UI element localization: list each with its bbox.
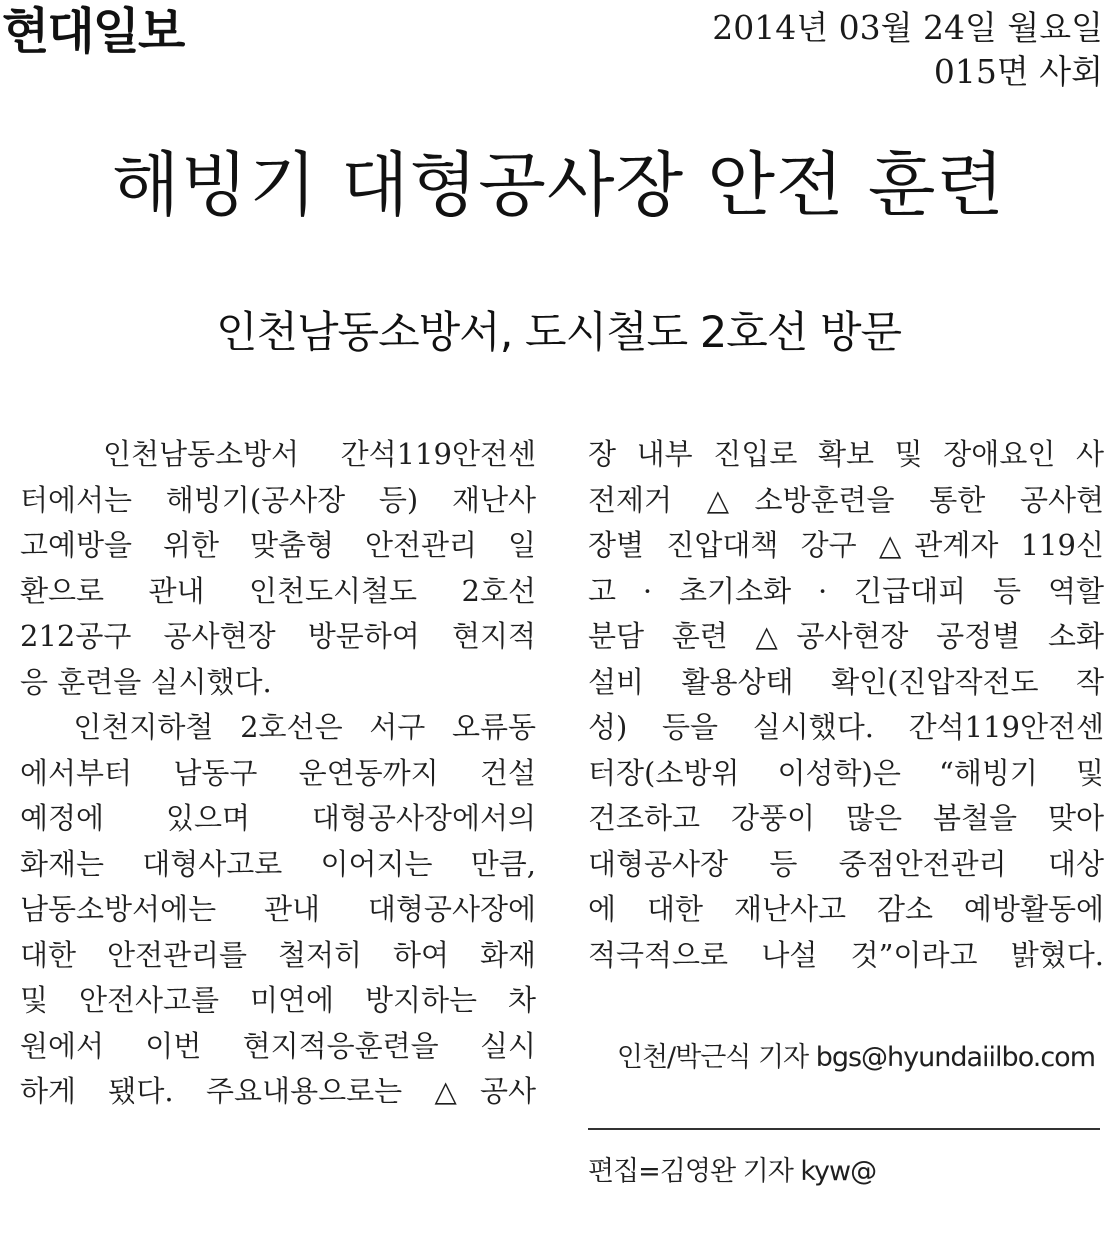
publication-date: 2014년 03월 24일 월요일 — [712, 8, 1103, 47]
reporter-byline: 인천/박근식 기자 bgs@hyundaiilbo.com — [616, 1042, 1095, 1073]
text-line: 건조하고 강풍이 많은 봄철을 맞아 — [588, 801, 1104, 835]
editor-credit: 편집=김영완 기자 kyw@ — [588, 1156, 877, 1187]
text-line: 인천남동소방서 간석119안전센 — [20, 437, 536, 471]
text-line: 적극적으로 나설 것”이라고 밝혔다. — [588, 937, 1104, 972]
article-column-left — [20, 432, 536, 1115]
text-line: 및 안전사고를 미연에 방지하는 차 — [20, 983, 536, 1017]
text-line: 터장(소방위 이성학)은 “해빙기 및 — [588, 755, 1104, 790]
text-line: 설비 활용상태 확인(진압작전도 작 — [588, 664, 1104, 699]
text-line: 212공구 공사현장 방문하여 현지적 — [20, 619, 536, 653]
text-line: 고예방을 위한 맞춤형 안전관리 일 — [20, 528, 536, 562]
masthead — [0, 0, 1117, 110]
article-subhead: 인천남동소방서, 도시철도 2호선 방문 — [215, 308, 902, 358]
text-line: 장별 진압대책 강구 △관계자 119신 — [588, 528, 1104, 562]
page-section: 015면 사회 — [933, 52, 1103, 91]
article-column-right — [588, 432, 1104, 978]
article-headline: 해빙기 대형공사장 안전 훈련 — [111, 144, 1006, 226]
text-line: 에서부터 남동구 운연동까지 건설 — [20, 755, 536, 790]
text-line: 장 내부 진입로 확보 및 장애요인 사 — [588, 437, 1104, 471]
dateline — [712, 6, 1103, 94]
text-line: 인천지하철 2호선은 서구 오류동 — [20, 710, 536, 744]
text-line: 대형공사장 등 중점안전관리 대상 — [588, 846, 1104, 881]
newspaper-logo: 현대일보 — [2, 3, 184, 60]
text-line: 전제거 △소방훈련을 통한 공사현 — [588, 482, 1104, 517]
text-line: 남동소방서에는 관내 대형공사장에 — [20, 892, 536, 926]
text-line: 하게 됐다. 주요내용으로는 △공사 — [20, 1074, 536, 1108]
text-line: 응 훈련을 실시했다. — [20, 664, 272, 699]
text-line: 환으로 관내 인천도시철도 2호선 — [20, 573, 536, 608]
text-line: 분담 훈련 △공사현장 공정별 소화 — [588, 619, 1104, 653]
text-line: 대한 안전관리를 철저히 하여 화재 — [20, 937, 536, 972]
text-line: 성) 등을 실시했다. 간석119안전센 — [588, 710, 1104, 744]
divider — [588, 1128, 1100, 1130]
text-line: 고 · 초기소화 · 긴급대피 등 역할 — [588, 573, 1104, 608]
text-line: 원에서 이번 현지적응훈련을 실시 — [20, 1028, 536, 1063]
text-line: 에 대한 재난사고 감소 예방활동에 — [588, 892, 1104, 926]
text-line: 터에서는 해빙기(공사장 등) 재난사 — [20, 482, 536, 517]
text-line: 예정에 있으며 대형공사장에서의 — [20, 801, 536, 835]
text-line: 화재는 대형사고로 이어지는 만큼, — [20, 846, 536, 881]
